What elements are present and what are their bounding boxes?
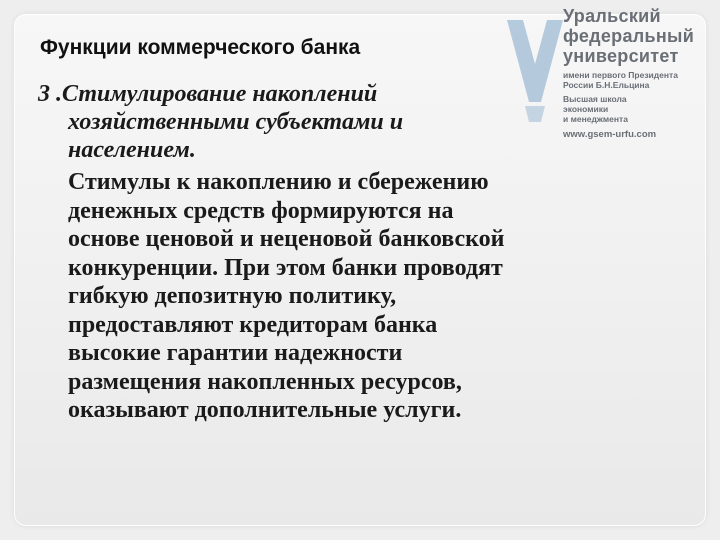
section-heading [38,80,678,164]
body-line: Стимулы к накоплению и сбережению [68,169,489,195]
slide-content [38,80,678,425]
logo-url: www.gsem-urfu.com [563,129,657,140]
body-line: высокие гарантии надежности [68,340,403,366]
body-line: основе ценовой и неценовой банковской [68,226,505,252]
logo-subtitle-1: имени первого Президента [563,70,678,80]
body-line: размещения накопленных ресурсов, [68,368,462,395]
body-paragraph [38,168,678,425]
body-line: оказывают дополнительные услуги. [68,397,462,423]
body-line: предоставляют кредиторам банка [68,311,438,338]
section-heading-line: 3 .Стимулирование накоплений [38,81,378,107]
logo-line-1: Уральский [563,6,661,26]
body-line: гибкую депозитную политику, [68,283,397,309]
body-line: денежных средств формируются на [68,197,454,224]
logo-school-1: Высшая школа [563,94,627,104]
slide-title: Функции коммерческого банка [40,36,361,59]
body-line: конкуренции. При этом банки проводят [68,254,503,281]
section-heading-line: хозяйственными субъектами и [68,109,404,135]
logo-line-3: университет [563,46,679,66]
logo-school-3: и менеджмента [563,114,628,124]
logo-subtitle-2: России Б.Н.Ельцина [563,80,650,90]
logo-school-2: экономики [563,104,609,114]
section-heading-line: населением. [68,137,196,163]
logo-line-2: федеральный [563,26,695,46]
